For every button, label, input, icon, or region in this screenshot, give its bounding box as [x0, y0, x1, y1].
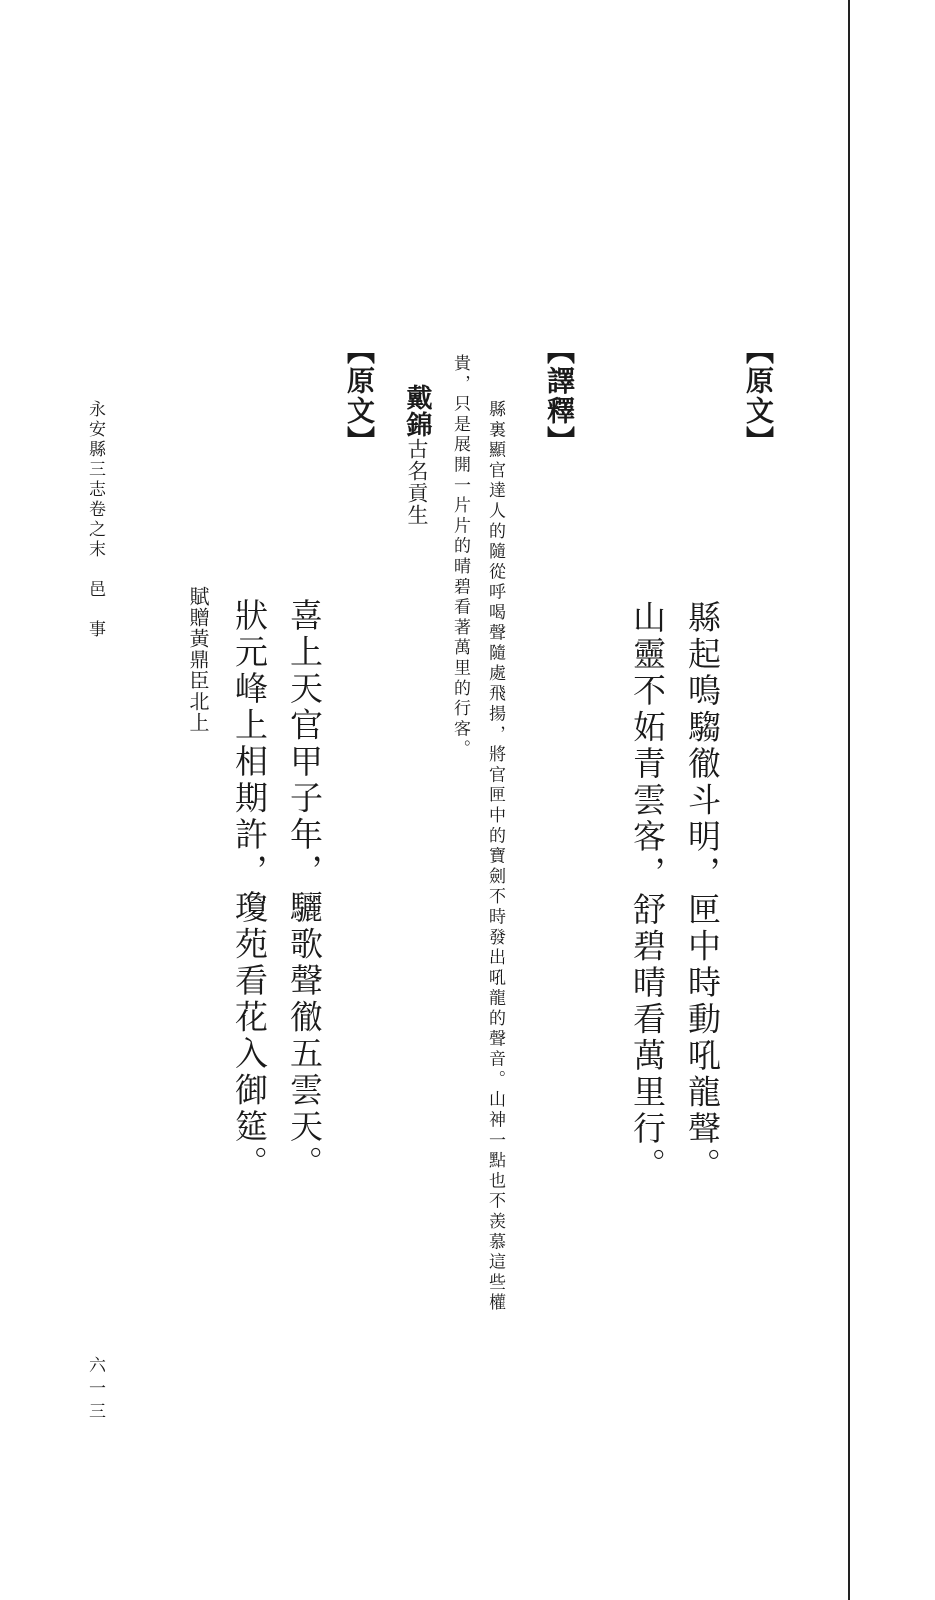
- running-header: [86, 400, 103, 640]
- translation-line-1: 縣裏顯官達人的隨從呼喝聲隨處飛揚，將官匣中的寶劍不時發出吼龍的聲音。山神一點也不羡慕這些權: [485, 400, 505, 1314]
- poem-line-2: 山靈不妬青雲客，舒碧晴看萬里行。: [628, 600, 667, 1184]
- original-text-heading-1: 【原文】: [742, 336, 775, 456]
- original-text-heading-2: 【原文】: [343, 336, 376, 456]
- page-number: 六一三: [85, 1356, 105, 1425]
- author-note: 古名貢生: [405, 438, 429, 526]
- translation-heading: 【譯釋】: [543, 336, 576, 456]
- running-header-section: 邑 事: [85, 580, 105, 640]
- poem-subtitle: 賦贈黃鼎臣北上: [186, 586, 210, 733]
- poem-line-4: 狀元峰上相期許，瓊苑看花入御筵。: [230, 598, 269, 1182]
- poem-line-3: 喜上天官甲子年，驪歌聲徹五雲天。: [285, 598, 324, 1182]
- translation-line-2: 貴，只是展開一片片的晴碧看著萬里的行客。: [450, 354, 470, 760]
- page-edge-line: [848, 0, 850, 1600]
- running-header-book: 永安縣三志卷之末: [85, 400, 105, 560]
- poem-line-1: 縣起鳴騶徹斗明，匣中時動吼龍聲。: [683, 600, 722, 1184]
- author-attribution: [404, 384, 430, 526]
- author-name: 戴錦: [402, 384, 432, 438]
